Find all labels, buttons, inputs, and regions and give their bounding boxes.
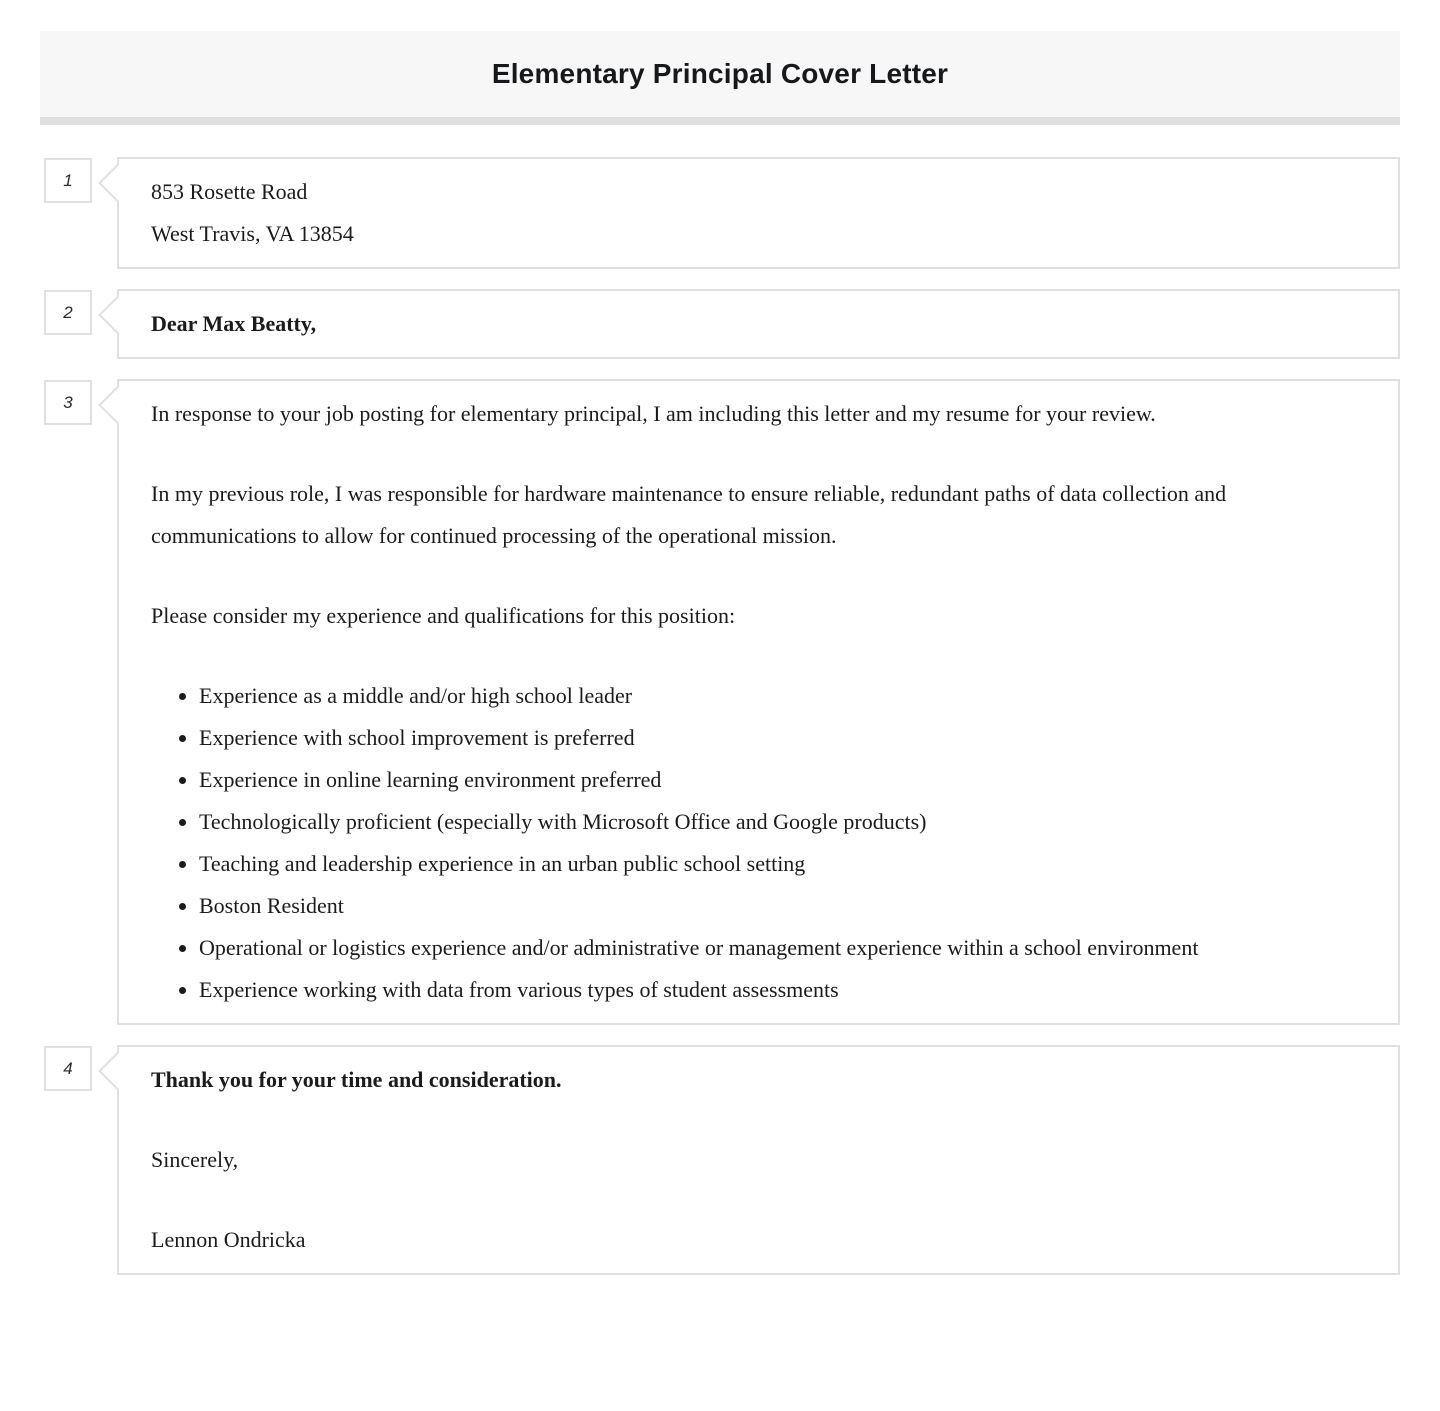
body-paragraph-2: In my previous role, I was responsible for hardware maintenance to ensure reliable, redundant paths of data collection and communications to allow for continued processing of the operational mission. [151, 481, 1227, 548]
salutation-box [117, 289, 1400, 359]
qualifications-list [151, 675, 1366, 1011]
section-2-badge [44, 290, 92, 335]
salutation-text: Dear Max Beatty, [151, 311, 317, 336]
address-line-1: 853 Rosette Road [151, 179, 308, 204]
section-1-badge [44, 158, 92, 203]
qualification-item: • Experience working with data from various types of student assessments [199, 969, 1366, 1011]
qualification-item: • Boston Resident [199, 885, 1366, 927]
qualification-item: • Experience as a middle and/or high school leader [199, 675, 1366, 717]
address-line-2: West Travis, VA 13854 [151, 221, 354, 246]
qualification-item: • Experience with school improvement is preferred [199, 717, 1366, 759]
section-address [40, 157, 1400, 269]
section-4-number: 4 [63, 1058, 73, 1078]
section-salutation [40, 289, 1400, 359]
section-body [40, 379, 1400, 1025]
qualification-item: • Teaching and leadership experience in an urban public school setting [199, 843, 1366, 885]
section-1-number: 1 [63, 170, 73, 190]
qualification-item: • Experience in online learning environment preferred [199, 759, 1366, 801]
letter-sections [40, 157, 1400, 1275]
body-paragraph-3: Please consider my experience and qualifications for this position: [151, 603, 736, 628]
section-3-number: 3 [63, 392, 73, 412]
closing-name: Lennon Ondricka [151, 1227, 306, 1252]
qualification-item: • Technologically proficient (especially with Microsoft Office and Google products) [199, 801, 1366, 843]
closing-box [117, 1045, 1400, 1275]
section-4-badge [44, 1046, 92, 1091]
body-box [117, 379, 1400, 1025]
qualification-item: • Operational or logistics experience and/or administrative or management experience within a school environment [199, 927, 1366, 969]
closing-signoff: Sincerely, [151, 1147, 239, 1172]
section-closing [40, 1045, 1400, 1275]
address-box [117, 157, 1400, 269]
body-paragraph-1: In response to your job posting for elementary principal, I am including this letter and my resume for your review. [151, 401, 1156, 426]
section-3-badge [44, 380, 92, 425]
page-header [40, 31, 1400, 125]
closing-thanks: Thank you for your time and consideration. [151, 1067, 562, 1092]
page-title: Elementary Principal Cover Letter [491, 58, 949, 89]
section-2-number: 2 [63, 302, 73, 322]
